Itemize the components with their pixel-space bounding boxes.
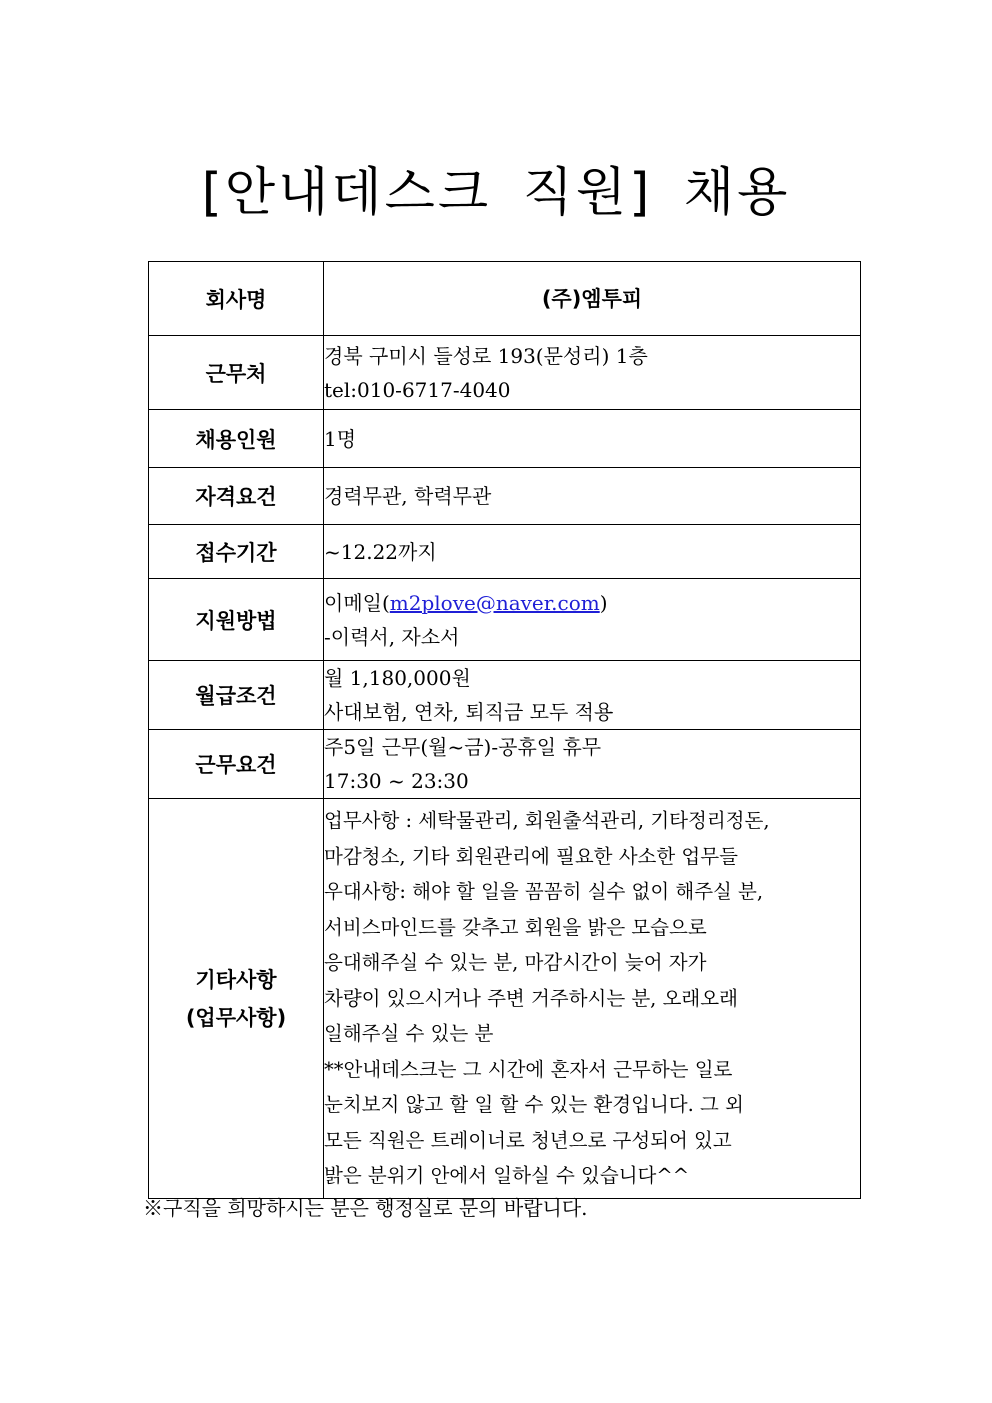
requirements-label: 자격요건 (149, 468, 324, 525)
table-row (149, 262, 861, 336)
salary-benefits: 사대보험, 연차, 퇴직금 모두 적용 (324, 700, 614, 724)
page-title: [안내데스크 직원] 채용 (201, 163, 791, 223)
job-posting-table (148, 261, 861, 1199)
notes-line: 우대사항: 해야 할 일을 꼼꼼히 실수 없이 해주실 분, (324, 880, 764, 903)
notes-label (149, 799, 324, 1199)
notes-line: **안내데스크는 그 시간에 혼자서 근무하는 일로 (324, 1057, 733, 1081)
table-row (149, 579, 861, 661)
table-row (149, 468, 861, 525)
hours-label: 근무요건 (149, 730, 324, 799)
apply-value (324, 579, 861, 661)
headcount-value: 1명 (324, 410, 861, 468)
notes-line: 응대해주실 수 있는 분, 마감시간이 늦어 자가 (324, 951, 707, 974)
hours-time: 17:30 ~ 23:30 (324, 769, 469, 793)
hours-value (324, 730, 861, 799)
notes-line: 눈치보지 않고 할 일 할 수 있는 환경입니다. 그 외 (324, 1093, 744, 1116)
notes-line: 업무사항 : 세탁물관리, 회원출석관리, 기타정리정돈, (324, 809, 770, 832)
headcount-label: 채용인원 (149, 410, 324, 468)
email-link[interactable]: m2plove@naver.com (389, 590, 600, 615)
salary-value (324, 661, 861, 730)
apply-prefix: 이메일( (324, 590, 390, 615)
notes-line: 일해주실 수 있는 분 (324, 1022, 494, 1045)
table-row (149, 730, 861, 799)
table-row (149, 336, 861, 410)
footer-note: ※구직을 희망하시는 분은 행정실로 문의 바랍니다. (143, 1196, 588, 1220)
notes-line: 차량이 있으시거나 주변 거주하시는 분, 오래오래 (324, 986, 738, 1010)
apply-documents: -이력서, 자소서 (324, 624, 460, 649)
table-row (149, 525, 861, 579)
requirements-value: 경력무관, 학력무관 (324, 468, 861, 525)
table-row (149, 661, 861, 730)
workplace-label: 근무처 (149, 336, 324, 410)
apply-suffix: ) (599, 590, 608, 615)
salary-amount: 월 1,180,000원 (324, 666, 471, 690)
company-label: 회사명 (149, 262, 324, 336)
hours-days: 주5일 근무(월~금)-공휴일 휴무 (324, 735, 602, 759)
deadline-label: 접수기간 (149, 525, 324, 579)
notes-line: 마감청소, 기타 회원관리에 필요한 사소한 업무들 (324, 844, 738, 868)
deadline-value: ~12.22까지 (324, 525, 861, 579)
notes-label-line1: 기타사항 (195, 967, 277, 992)
apply-label: 지원방법 (149, 579, 324, 661)
notes-label-line2: (업무사항) (185, 1005, 287, 1030)
apply-email-line (324, 586, 860, 620)
company-value: (주)엠투피 (324, 262, 861, 336)
notes-line: 모든 직원은 트레이너로 청년으로 구성되어 있고 (324, 1128, 732, 1152)
workplace-phone: tel:010-6717-4040 (324, 377, 511, 402)
table-row (149, 410, 861, 468)
notes-line: 밝은 분위기 안에서 일하실 수 있습니다^^ (324, 1164, 690, 1187)
workplace-value (324, 336, 861, 410)
notes-line: 서비스마인드를 갖추고 회원을 밝은 모습으로 (324, 915, 707, 939)
table-row (149, 799, 861, 1199)
notes-value (324, 799, 861, 1199)
salary-label: 월급조건 (149, 661, 324, 730)
workplace-address: 경북 구미시 들성로 193(문성리) 1층 (324, 343, 648, 368)
